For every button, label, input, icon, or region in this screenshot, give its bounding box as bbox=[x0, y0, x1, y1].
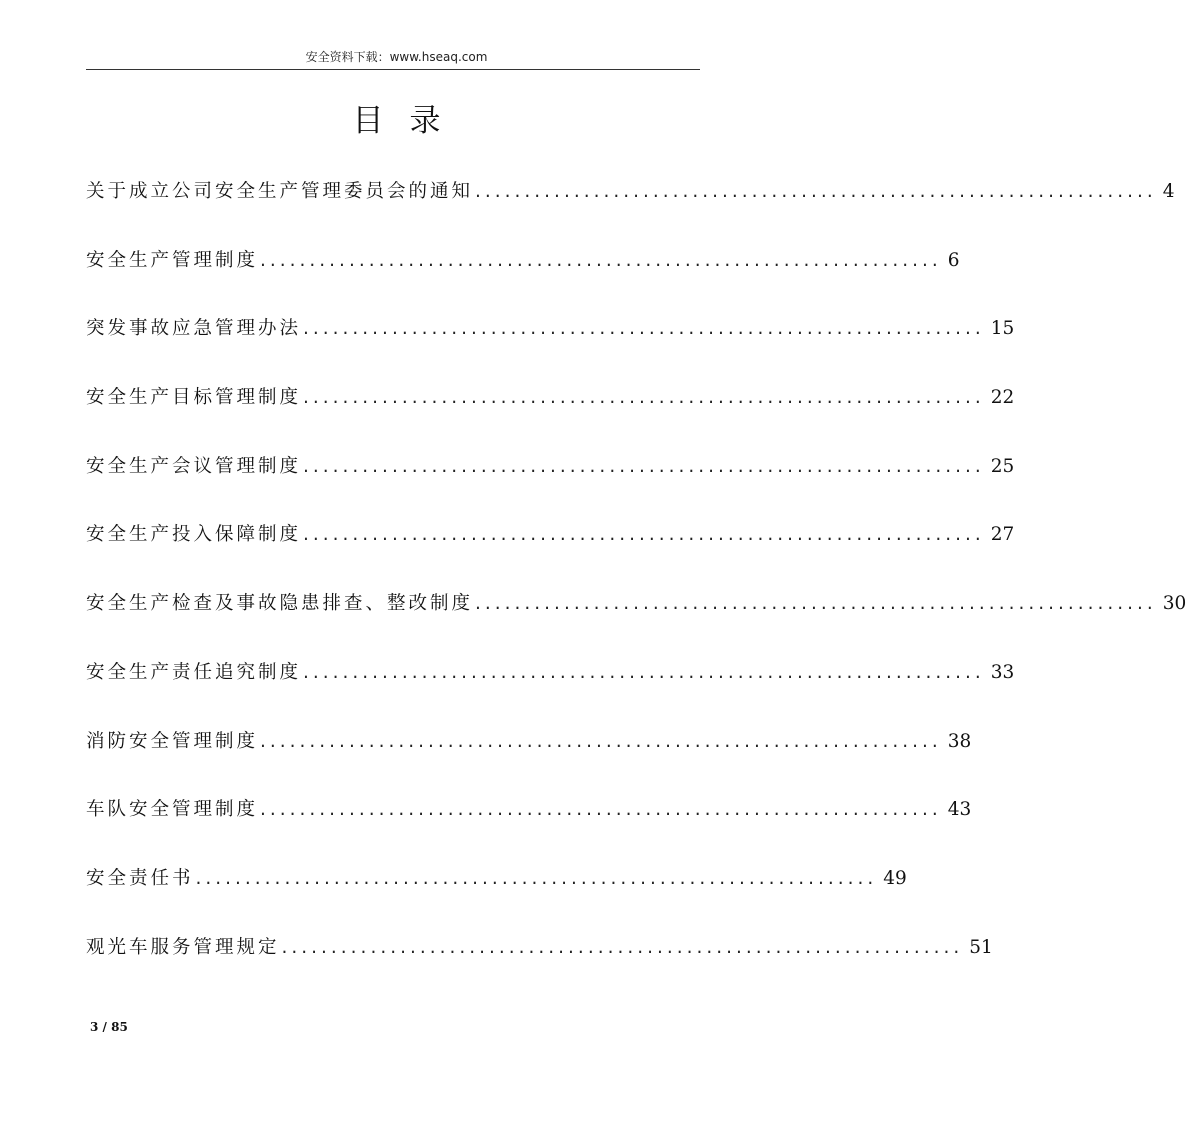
toc-leader-dots: ..................................................................... bbox=[260, 730, 942, 752]
toc-entry-page: 51 bbox=[969, 936, 993, 958]
toc-entry-page: 15 bbox=[990, 318, 1015, 340]
toc-entry-title: 安全生产会议管理制度 bbox=[86, 455, 302, 477]
toc-leader-dots: ..................................................................... bbox=[260, 799, 942, 821]
toc-entry[interactable] bbox=[86, 859, 907, 928]
toc-entry[interactable] bbox=[86, 722, 972, 791]
toc-entry-page: 38 bbox=[947, 730, 972, 752]
page-number: 3 / 85 bbox=[90, 1020, 128, 1034]
toc-leader-dots: ..................................................................... bbox=[303, 318, 985, 340]
toc-entry-title: 观光车服务管理规定 bbox=[86, 936, 280, 958]
toc-entry[interactable] bbox=[86, 172, 1175, 241]
header-divider bbox=[86, 69, 700, 70]
toc-entry[interactable] bbox=[86, 241, 960, 310]
toc-entry[interactable] bbox=[86, 790, 972, 859]
toc-entry-title: 安全责任书 bbox=[86, 867, 194, 889]
toc-entry[interactable] bbox=[86, 309, 1015, 378]
toc-entry-title: 车队安全管理制度 bbox=[86, 799, 259, 821]
toc-leader-dots: ..................................................................... bbox=[303, 524, 985, 546]
toc-leader-dots: ..................................................................... bbox=[303, 661, 985, 683]
toc-entry-title: 安全生产投入保障制度 bbox=[86, 524, 302, 546]
toc-leader-dots: ..................................................................... bbox=[303, 387, 985, 409]
toc-leader-dots: ..................................................................... bbox=[281, 936, 964, 958]
toc-entry-page: 4 bbox=[1162, 181, 1175, 202]
toc-entry-title: 关于成立公司安全生产管理委员会的通知 bbox=[86, 181, 474, 202]
toc-entry-title: 安全生产目标管理制度 bbox=[86, 387, 302, 409]
toc-entry-title: 安全生产责任追究制度 bbox=[86, 661, 302, 683]
toc-leader-dots: ..................................................................... bbox=[475, 593, 1157, 615]
toc-title: 目录 bbox=[352, 103, 467, 139]
toc-leader-dots: ..................................................................... bbox=[195, 867, 878, 889]
toc-entry-page: 22 bbox=[990, 387, 1015, 409]
toc-entry[interactable] bbox=[86, 653, 1015, 722]
table-of-contents bbox=[86, 172, 1186, 996]
toc-entry-page: 33 bbox=[990, 661, 1015, 683]
toc-entry-page: 6 bbox=[947, 249, 960, 271]
toc-entry-page: 30 bbox=[1162, 593, 1186, 615]
toc-entry[interactable] bbox=[86, 447, 1015, 516]
toc-entry-title: 突发事故应急管理办法 bbox=[86, 318, 302, 340]
toc-entry-page: 27 bbox=[990, 524, 1015, 546]
toc-entry-page: 25 bbox=[990, 455, 1015, 477]
toc-leader-dots: ..................................................................... bbox=[475, 181, 1157, 202]
toc-entry-title: 消防安全管理制度 bbox=[86, 730, 259, 752]
toc-leader-dots: ..................................................................... bbox=[260, 249, 942, 271]
toc-leader-dots: ..................................................................... bbox=[303, 455, 985, 477]
toc-entry-page: 49 bbox=[883, 867, 907, 889]
toc-entry-page: 43 bbox=[947, 799, 972, 821]
toc-entry[interactable] bbox=[86, 928, 993, 997]
toc-entry[interactable] bbox=[86, 584, 1186, 653]
toc-entry[interactable] bbox=[86, 378, 1015, 447]
toc-entry[interactable] bbox=[86, 515, 1015, 584]
toc-entry-title: 安全生产检查及事故隐患排查、整改制度 bbox=[86, 593, 474, 615]
toc-entry-title: 安全生产管理制度 bbox=[86, 249, 259, 271]
page-header: 安全资料下载：www.hseaq.com bbox=[305, 50, 488, 64]
